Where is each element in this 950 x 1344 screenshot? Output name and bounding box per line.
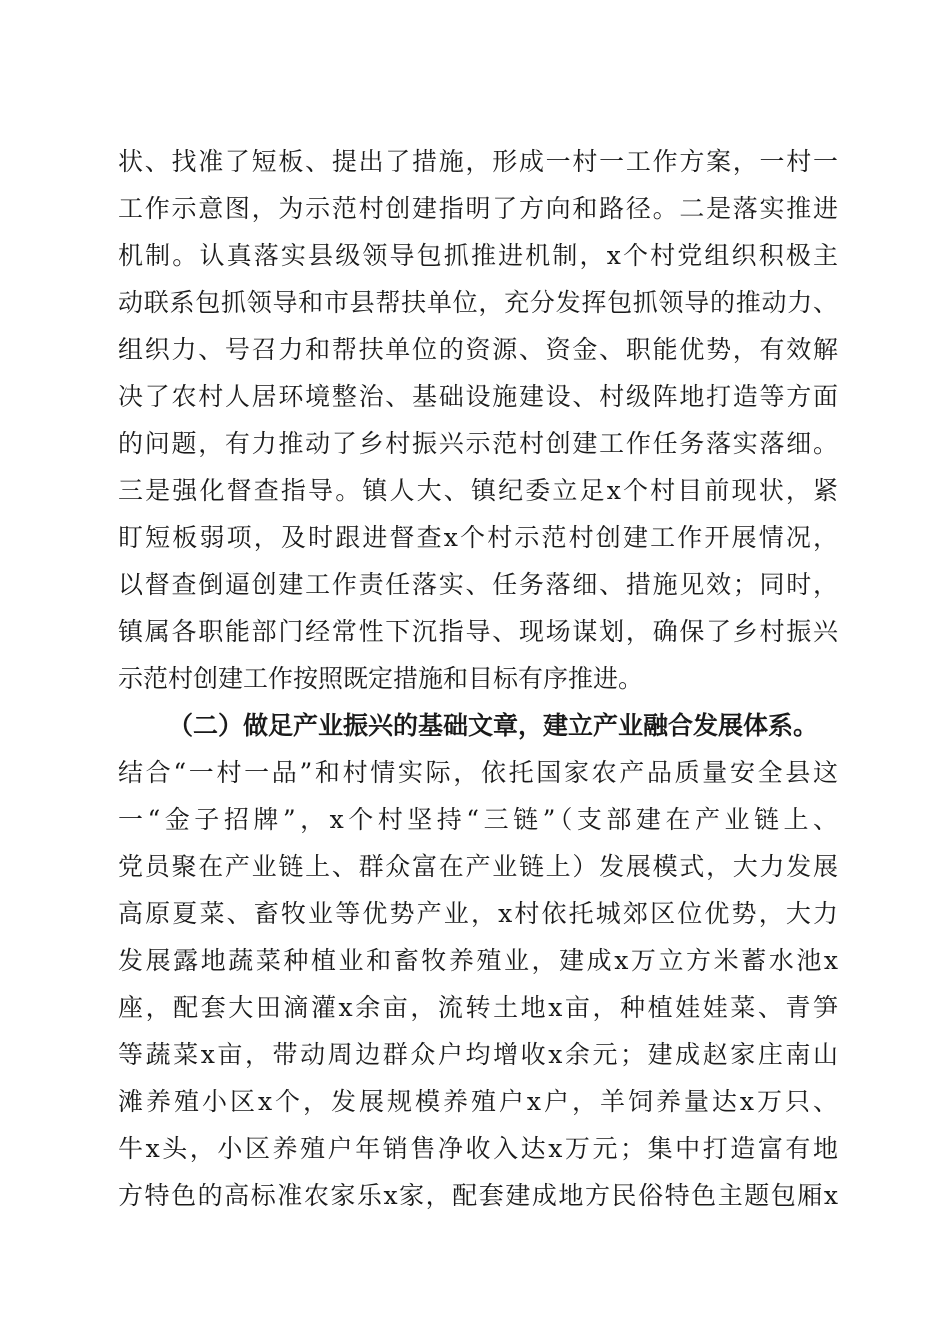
text-line: 党员聚在产业链上、群众富在产业链上）发展模式，大力发展 xyxy=(118,852,838,881)
text-line: 牛x头，小区养殖户年销售净收入达x万元；集中打造富有地 xyxy=(118,1134,838,1163)
text-line: 机制。认真落实县级领导包抓推进机制，x个村党组织积极主 xyxy=(118,241,838,270)
text-line: 盯短板弱项，及时跟进督查x个村示范村创建工作开展情况， xyxy=(118,523,838,552)
text-line: 三是强化督查指导。镇人大、镇纪委立足x个村目前现状，紧 xyxy=(118,476,838,505)
section-heading-text: （二）做足产业振兴的基础文章，建立产业融合发展体系。 xyxy=(168,711,819,740)
text-line: 座，配套大田滴灌x余亩，流转土地x亩，种植娃娃菜、青笋 xyxy=(118,993,838,1022)
text-line: 工作示意图，为示范村创建指明了方向和路径。二是落实推进 xyxy=(118,194,838,223)
text-line: 高原夏菜、畜牧业等优势产业，x村依托城郊区位优势，大力 xyxy=(118,899,838,928)
body-text xyxy=(118,138,838,1219)
text-line: 镇属各职能部门经常性下沉指导、现场谋划，确保了乡村振兴 xyxy=(118,617,838,646)
text-line: 动联系包抓领导和市县帮扶单位，充分发挥包抓领导的推动力、 xyxy=(118,288,838,317)
text-line: 等蔬菜x亩，带动周边群众户均增收x余元；建成赵家庄南山 xyxy=(118,1040,838,1069)
text-line: 以督查倒逼创建工作责任落实、任务落细、措施见效；同时， xyxy=(118,570,838,599)
text-line: 的问题，有力推动了乡村振兴示范村创建工作任务落实落细。 xyxy=(118,429,838,458)
text-line: 示范村创建工作按照既定措施和目标有序推进。 xyxy=(118,664,644,693)
text-line: 滩养殖小区x个，发展规模养殖户x户，羊饲养量达x万只、 xyxy=(118,1087,838,1116)
section-heading xyxy=(118,702,838,749)
text-line: 决了农村人居环境整治、基础设施建设、村级阵地打造等方面 xyxy=(118,382,838,411)
text-line: 状、找准了短板、提出了措施，形成一村一工作方案，一村一 xyxy=(118,147,838,176)
text-line: 结合“一村一品”和村情实际，依托国家农产品质量安全县这 xyxy=(118,758,838,787)
text-line: 发展露地蔬菜种植业和畜牧养殖业，建成x万立方米蓄水池x xyxy=(118,946,838,975)
text-line: 一“金子招牌”，x个村坚持“三链”（支部建在产业链上、 xyxy=(118,805,838,834)
text-line: 组织力、号召力和帮扶单位的资源、资金、职能优势，有效解 xyxy=(118,335,838,364)
text-line: 方特色的高标准农家乐x家，配套建成地方民俗特色主题包厢x xyxy=(118,1181,838,1210)
